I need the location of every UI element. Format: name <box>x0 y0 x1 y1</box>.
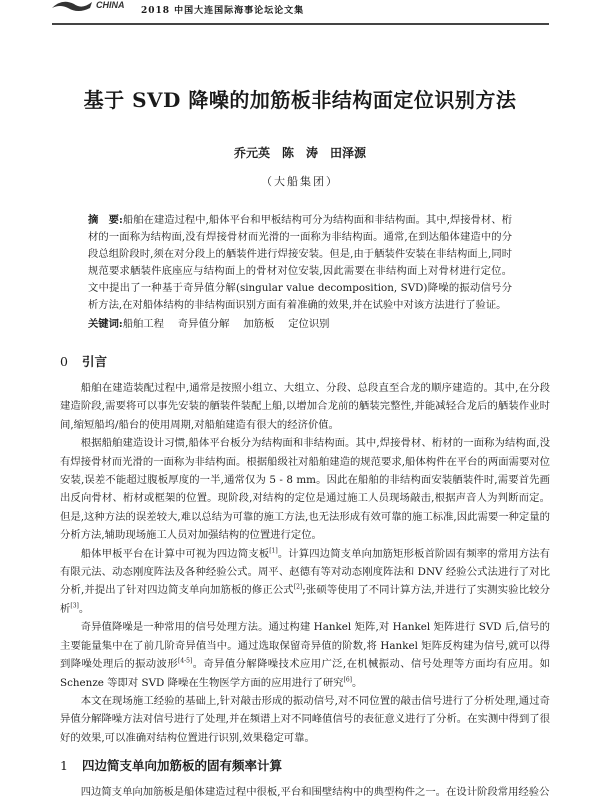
running-header-bar <box>0 0 600 26</box>
citation: [3] <box>70 602 79 610</box>
header-rule <box>52 23 549 25</box>
authors: 乔元英 陈 涛 田泽源 <box>233 146 366 160</box>
paragraph: 奇异值降噪是一种常用的信号处理方法。通过构建 Hankel 矩阵,对 Hankel 矩阵进行 SVD 后,信号的主要能量集中在了前几阶奇异值当中。通过选取保留奇异值的阶数,将 Hankel 矩阵反构建为信号,就可以得到降噪处理后的振动波形[4-5]。奇异值分解降噪技术应用广泛,在机械振动、信号处理等方面均有应用。如 Schenze 等即对 SVD 降噪在生物医学方面的应用进行了研究[6]。 <box>60 621 550 689</box>
abstract-label: 摘 要: <box>88 214 123 226</box>
citation: [2] <box>293 584 303 592</box>
section-title: 引言 <box>82 354 108 369</box>
citation: [6] <box>343 676 352 684</box>
affiliation: （大船集团） <box>261 175 339 188</box>
keyword: 船舶工程 <box>122 318 164 330</box>
section-number: 0 <box>60 354 68 369</box>
keyword: 加筋板 <box>243 318 275 330</box>
abstract-text: 船舶在建造过程中,船体平台和甲板结构可分为结构面和非结构面。其中,焊接骨材、桁材的一面称为结构面,没有焊接骨材而光滑的一面称为非结构面。通常,在到达船体建造中的分段总组阶段时,须在对分段上的舾装件进行焊接安装。但是,由于舾装件安装在非结构面上,同时规范要求舾装件底座应与结构面上的骨材对位安装,因此需要在非结构面上对骨材进行定位。文中提出了一种基于奇异值分解(singular value decomposition, SVD)降噪的振动信号分析方法,在对船体结构的非结构面识别方面有着准确的效果,并在试验中对该方法进行了验证。 <box>88 214 512 311</box>
paper-title: 基于 SVD 降噪的加筋板非结构面定位识别方法 <box>83 88 517 112</box>
paragraph: 船体甲板平台在计算中可视为四边简支板[1]。计算四边简支单向加筋矩形板首阶固有频率的常用方法有有限元法、动态刚度阵法及各种经验公式。周平、赵德有等对动态刚度阵法和 DNV 经验公式法进行了对比分析,并提出了针对四边简支单向加筋板的修正公式[2];张硕等使用了不同计算方法,并进行了实测实验比较分析[3]。 <box>60 547 550 615</box>
keyword: 奇异值分解 <box>177 318 230 330</box>
keyword: 定位识别 <box>288 318 330 330</box>
keywords-label: 关键词: <box>88 318 123 330</box>
abstract <box>88 212 512 314</box>
citation: [1] <box>269 547 278 555</box>
section-title: 四边简支单向加筋板的固有频率计算 <box>82 758 283 774</box>
paragraph: 根据船舶建造设计习惯,船体平台板分为结构面和非结构面。其中,焊接骨材、桁材的一面称为结构面,没有焊接骨材而光滑的一面称为非结构面。根据船级社对船舶建造的规范要求,船体构件在平台的两面需要对位安装,误差不能超过腹板厚度的一半,通常仅为 5 - 8 mm。因此在船舶的非结构面安装舾装件时,需要首先画出反向骨材、桁材或框架的位置。现阶段,对结构的定位是通过施工人员现场敲击,根据声音人为判断而定。但是,这种方法的误差较大,难以总结为可靠的施工方法,也无法形成有效可靠的施工标准,因此需要一种定量的分析方法,辅助现场施工人员对加强结构的位置进行定位。 <box>60 437 550 542</box>
section-heading-0 <box>60 353 600 371</box>
section-heading-1 <box>60 757 600 775</box>
keywords <box>88 316 512 333</box>
running-header: 2018 中国大连国际海事论坛论文集 <box>141 6 305 16</box>
china-logo <box>50 0 94 14</box>
logo-text: CHINA <box>96 0 125 10</box>
body-text <box>60 379 550 747</box>
citation: [4-5] <box>178 657 193 665</box>
paragraph: 船舶在建造装配过程中,通常是按照小组立、大组立、分段、总段直至合龙的顺序建造的。其中,在分段建造阶段,需要将可以事先安装的舾装件装配上船,以增加合龙前的舾装完整性,并能减轻合龙后的舾装作业时间,缩短船坞/船台的使用周期,对船舶建造有很大的经济价值。 <box>60 382 550 431</box>
section-number: 1 <box>60 758 68 774</box>
paragraph: 本文在现场施工经验的基础上,针对敲击形成的振动信号,对不同位置的敲击信号进行了分析处理,通过奇异值分解降噪方法对信号进行了处理,并在频谱上对不同峰值信号的表征意义进行了分析。在实测中得到了很好的效果,可以准确对结构位置进行识别,效果稳定可靠。 <box>60 694 550 744</box>
paragraph-cut-off: 四边简支单向加筋板是船体建造过程中很板,平台和围壁结构中的典型构件之一。在设计阶段常用经验公 <box>80 786 550 799</box>
